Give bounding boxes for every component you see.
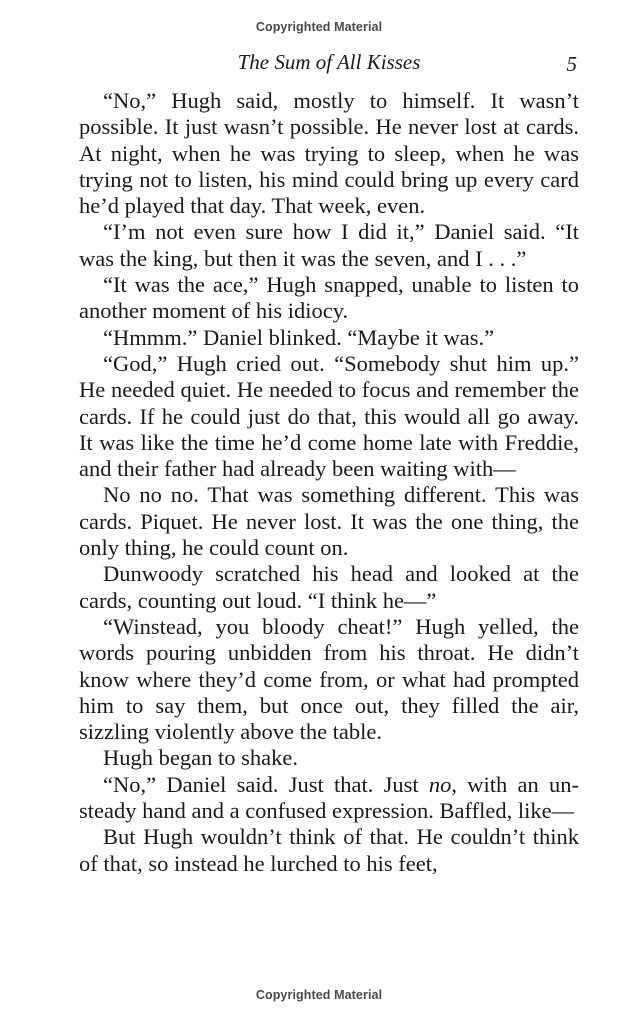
paragraph: “I’m not even sure how I did it,” Daniel said. “It was the king, but then it was the seven, and I . . .”	[79, 219, 579, 271]
paragraph: “Winstead, you bloody cheat!” Hugh yelled, the words pouring unbidden from his throat. He didn’t know where they’d come from, or what had prompted him to say them, but once out, they filled the air, sizzling violently above the table.	[79, 613, 579, 745]
copyright-watermark-top: Copyrighted Material	[255, 20, 383, 34]
paragraph: No no no. That was something different. This was cards. Piquet. He never lost. It was the one thing, the only thing, he could count on.	[79, 482, 579, 561]
body-text	[79, 88, 579, 877]
paragraph: “Hmmm.” Daniel blinked. “Maybe it was.”	[103, 324, 495, 350]
paragraph: “It was the ace,” Hugh snapped, unable to listen to another moment of his idiocy.	[79, 272, 579, 324]
copyright-watermark-bottom: Copyrighted Material	[255, 988, 383, 1002]
paragraph: Dunwoody scratched his head and looked at the cards, counting out loud. “I think he—”	[79, 561, 579, 613]
paragraph: But Hugh wouldn’t think of that. He couldn’t think of that, so instead he lurched to his feet,	[79, 824, 579, 876]
paragraph	[79, 772, 579, 825]
paragraph: Hugh began to shake.	[103, 745, 298, 771]
paragraph: “God,” Hugh cried out. “Somebody shut him up.” He needed quiet. He needed to focus and remember the cards. If he could just do that, this would all go away. It was like the time he’d come home late with Freddie, and their father had already been waiting with—	[79, 350, 579, 482]
emphasized-word: no	[428, 771, 452, 797]
paragraph-text: “No,” Daniel said. Just that. Just	[103, 771, 429, 797]
book-title: The Sum of All Kisses	[237, 50, 421, 74]
paragraph-text: , with an unsteady hand and a confused expression. Baffled, like—	[79, 771, 579, 824]
paragraph: “No,” Hugh said, mostly to himself. It wasn’t possible. It just wasn’t possible. He never lost at cards. At night, when he was trying to sleep, when he was trying not to listen, his mind could bring up every card he’d played that day. That week, even.	[79, 88, 579, 219]
page-number: 5	[566, 52, 577, 76]
running-header	[79, 50, 579, 78]
